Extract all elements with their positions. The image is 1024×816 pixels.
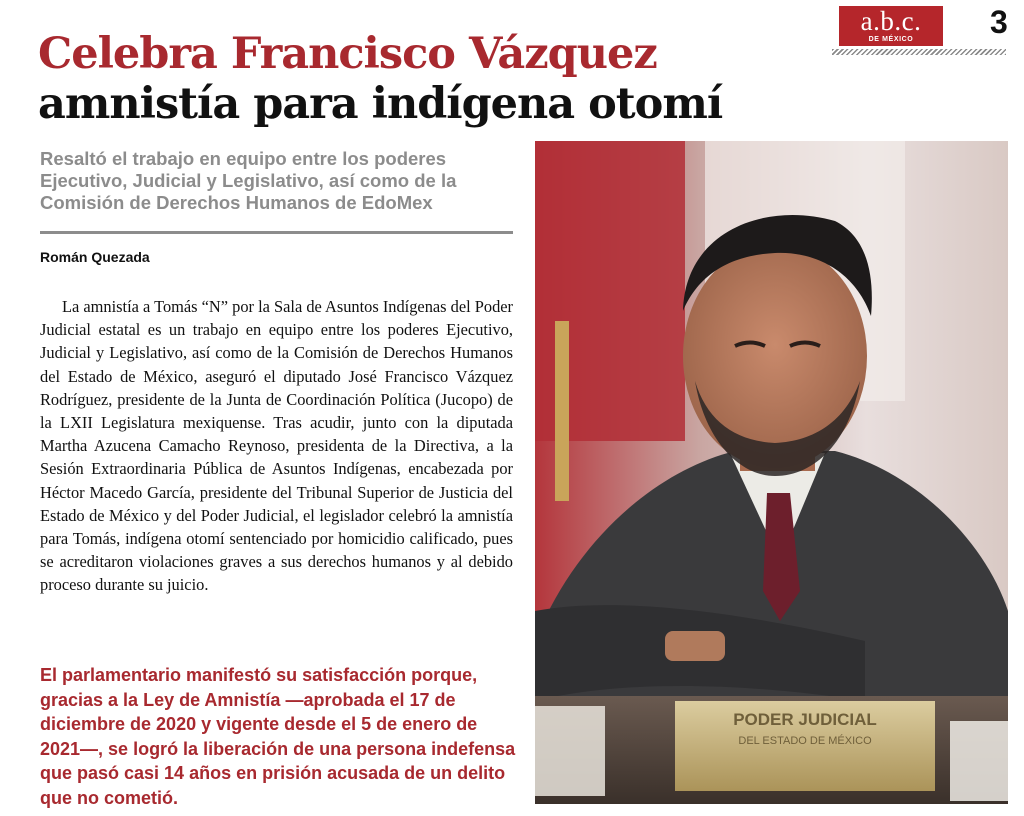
hand-shape	[665, 631, 725, 661]
photo-illustration	[535, 141, 1008, 804]
logo-subtitle: DE MÉXICO	[868, 36, 914, 43]
left-nameplate	[535, 706, 605, 796]
nameplate-line-1: PODER JUDICIAL	[733, 710, 877, 729]
article-body: La amnistía a Tomás “N” por la Sala de Asuntos Indígenas del Poder Judicial estatal es un trabajo en equipo entre los poderes Ejecutivo, Judicial y Legislativo, así como de la Comisión de Derechos Humanos del Estado de México, aseguró el diputado José Francisco Vázquez Rodríguez, presidente de la Junta de Coordinación Política (Jucopo) de la LXII Legislatura mexiquense. Tras acudir, junto con la diputada Martha Azucena Camacho Reynoso, presidenta de la Directiva, a la Sesión Extraordinaria Pública de Asuntos Indígenas, encabezada por Héctor Macedo García, presidente del Tribunal Superior de Justicia del Estado de México y del Poder Judicial, el legislador celebró la amnistía para Tomás, indígena otomí sentenciado por homicidio calificado, pues se acreditaron violaciones graves a sus derechos humanos y al debido proceso durante su juicio.	[40, 297, 514, 595]
dek-divider	[40, 231, 513, 234]
right-nameplate	[950, 721, 1008, 801]
article-dek: Resaltó el trabajo en equipo entre los poderes Ejecutivo, Judicial y Legislativo, así como de la Comisión de Derechos Humanos de EdoMex	[40, 148, 457, 213]
article-photo	[535, 141, 1008, 804]
pull-quote: El parlamentario manifestó su satisfacción porque, gracias a la Ley de Amnistía —aprobada el 17 de diciembre de 2020 y vigente desde el 5 de enero de 2021—, se logró la liberación de una persona indefensa que pasó casi 14 años en prisión acusada de un delito que no cometió.	[40, 665, 516, 808]
logo-badge	[839, 6, 943, 46]
headline-line-2: amnistía para indígena otomí	[38, 79, 723, 129]
logo-stripe-divider	[832, 49, 1006, 55]
logo-wordmark: a.b.c.	[860, 6, 922, 36]
page-number: 3	[990, 4, 1008, 40]
nameplate-line-2: DEL ESTADO DE MÉXICO	[738, 735, 872, 747]
flag-pole	[555, 321, 569, 501]
headline-line-1: Celebra Francisco Vázquez	[38, 29, 657, 79]
publication-logo	[832, 6, 1006, 56]
byline: Román Quezada	[40, 249, 150, 265]
